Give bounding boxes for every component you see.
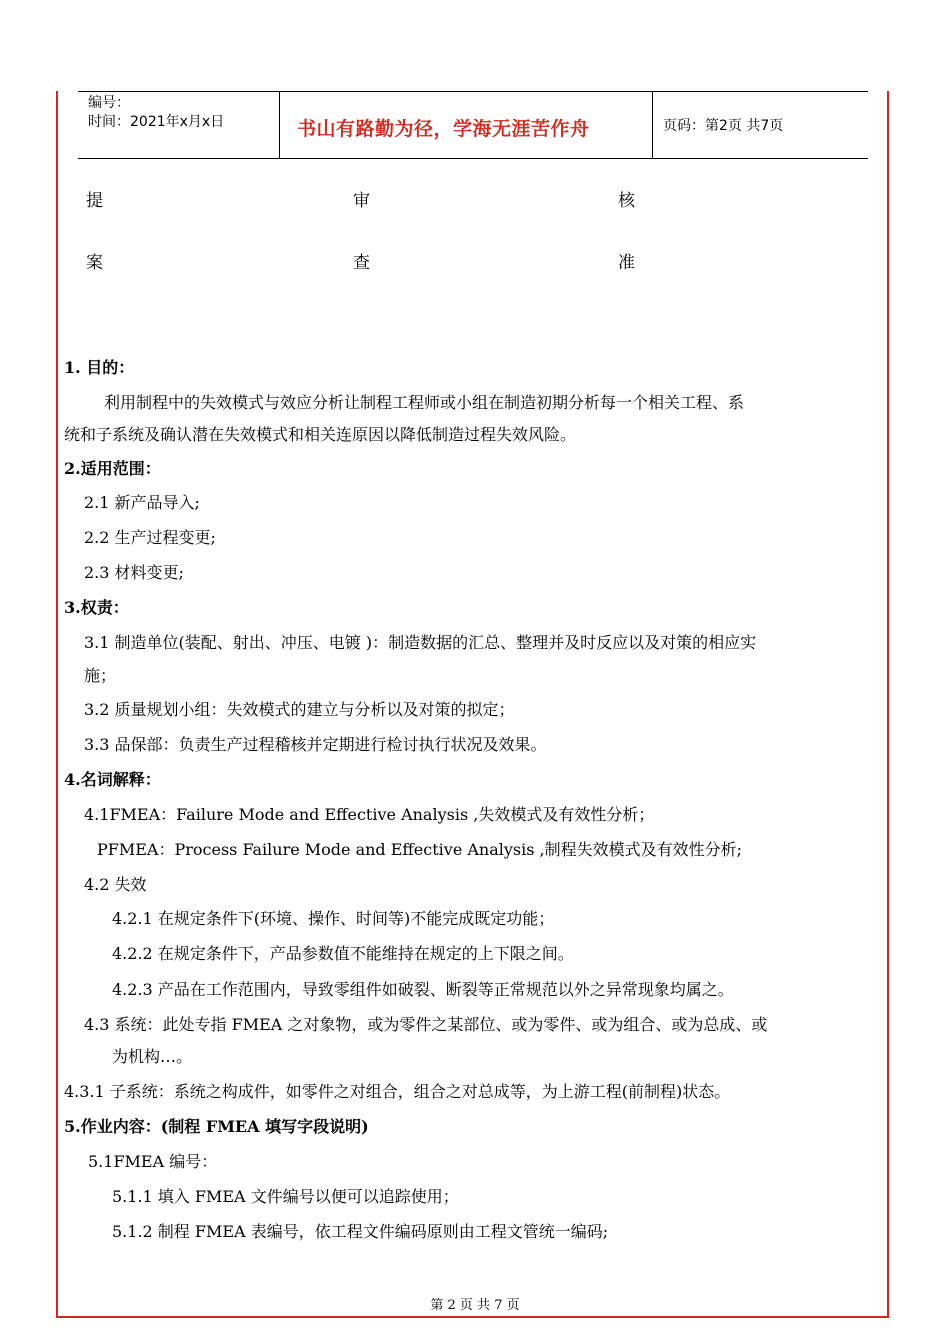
- paragraph-line: 利用制程中的失效模式与效应分析让制程工程师或小组在制造初期分析每一个相关工程、系: [104, 393, 745, 412]
- page-footer: 第 2 页 共 7 页: [430, 1298, 520, 1313]
- list-item: 2.2 生产过程变更;: [84, 528, 216, 547]
- list-item: 3.3 品保部：负责生产过程稽核并定期进行检讨执行状况及效果。: [84, 735, 547, 754]
- paragraph-line: 统和子系统及确认潜在失效模式和相关连原因以降低制造过程失效风险。: [64, 425, 577, 444]
- list-item: 2.1 新产品导入;: [84, 493, 200, 512]
- list-item: 2.3 材料变更;: [84, 563, 184, 582]
- header-divider: [652, 91, 653, 159]
- document-time-label: 时间：2021年x月x日: [88, 114, 225, 130]
- list-item: 4.3.1 子系统：系统之构成件，如零件之对组合，组合之对总成等，为上游工程(前制程)状态。: [64, 1082, 731, 1101]
- header-motto: 书山有路勤为径，学海无涯苦作舟: [297, 118, 590, 140]
- section-heading: 3.权责：: [64, 598, 129, 617]
- signature-reviewer-bottom: 查: [353, 253, 370, 273]
- list-item: 4.1FMEA：Failure Mode and Effective Analysis ,失效模式及有效性分析；: [84, 805, 655, 824]
- page-border-bottom: [56, 1316, 889, 1318]
- list-item: 4.2.3 产品在工作范围内，导致零组件如破裂、断裂等正常规范以外之异常现象均属之。: [112, 980, 734, 999]
- document-number-label: 编号：: [88, 95, 130, 111]
- page-border-right: [887, 91, 889, 1317]
- list-item: 5.1.2 制程 FMEA 表编号，依工程文件编码原则由工程文管统一编码;: [112, 1222, 609, 1241]
- header-top-rule: [78, 91, 868, 92]
- page-number-label: 页码：第2页 共7页: [663, 118, 784, 134]
- header-divider: [279, 91, 280, 159]
- list-item: 施；: [84, 666, 117, 685]
- list-item: 3.1 制造单位(装配、射出、冲压、电镀 )：制造数据的汇总、整理并及时反应以及对策的相应实: [84, 633, 757, 652]
- list-item: 为机构…。: [112, 1047, 193, 1066]
- section-heading: 1. 目的：: [64, 358, 135, 377]
- list-item: 3.2 质量规划小组：失效模式的建立与分析以及对策的拟定；: [84, 700, 515, 719]
- signature-proposer-bottom: 案: [86, 253, 103, 273]
- list-item: 5.1FMEA 编号：: [88, 1152, 218, 1171]
- header-bottom-rule: [78, 158, 868, 159]
- list-item: 4.3 系统：此处专指 FMEA 之对象物，或为零件之某部位、或为零件、或为组合、或为总成、或: [84, 1015, 768, 1034]
- signature-proposer-top: 提: [86, 191, 103, 211]
- section-heading: 2.适用范围：: [64, 459, 161, 478]
- list-item: PFMEA：Process Failure Mode and Effective Analysis ,制程失效模式及有效性分析;: [97, 840, 743, 859]
- list-item: 5.1.1 填入 FMEA 文件编号以便可以追踪使用；: [112, 1187, 459, 1206]
- signature-reviewer-top: 审: [353, 191, 370, 211]
- section-heading: 4.名词解释：: [64, 770, 161, 789]
- list-item: 4.2 失效: [84, 875, 147, 894]
- page-border-left: [56, 91, 58, 1317]
- list-item: 4.2.1 在规定条件下(环境、操作、时间等)不能完成既定功能；: [112, 909, 555, 928]
- signature-approver-bottom: 准: [618, 253, 635, 273]
- list-item: 4.2.2 在规定条件下，产品参数值不能维持在规定的上下限之间。: [112, 944, 574, 963]
- signature-approver-top: 核: [618, 191, 635, 211]
- section-heading: 5.作业内容：(制程 FMEA 填写字段说明): [64, 1117, 369, 1136]
